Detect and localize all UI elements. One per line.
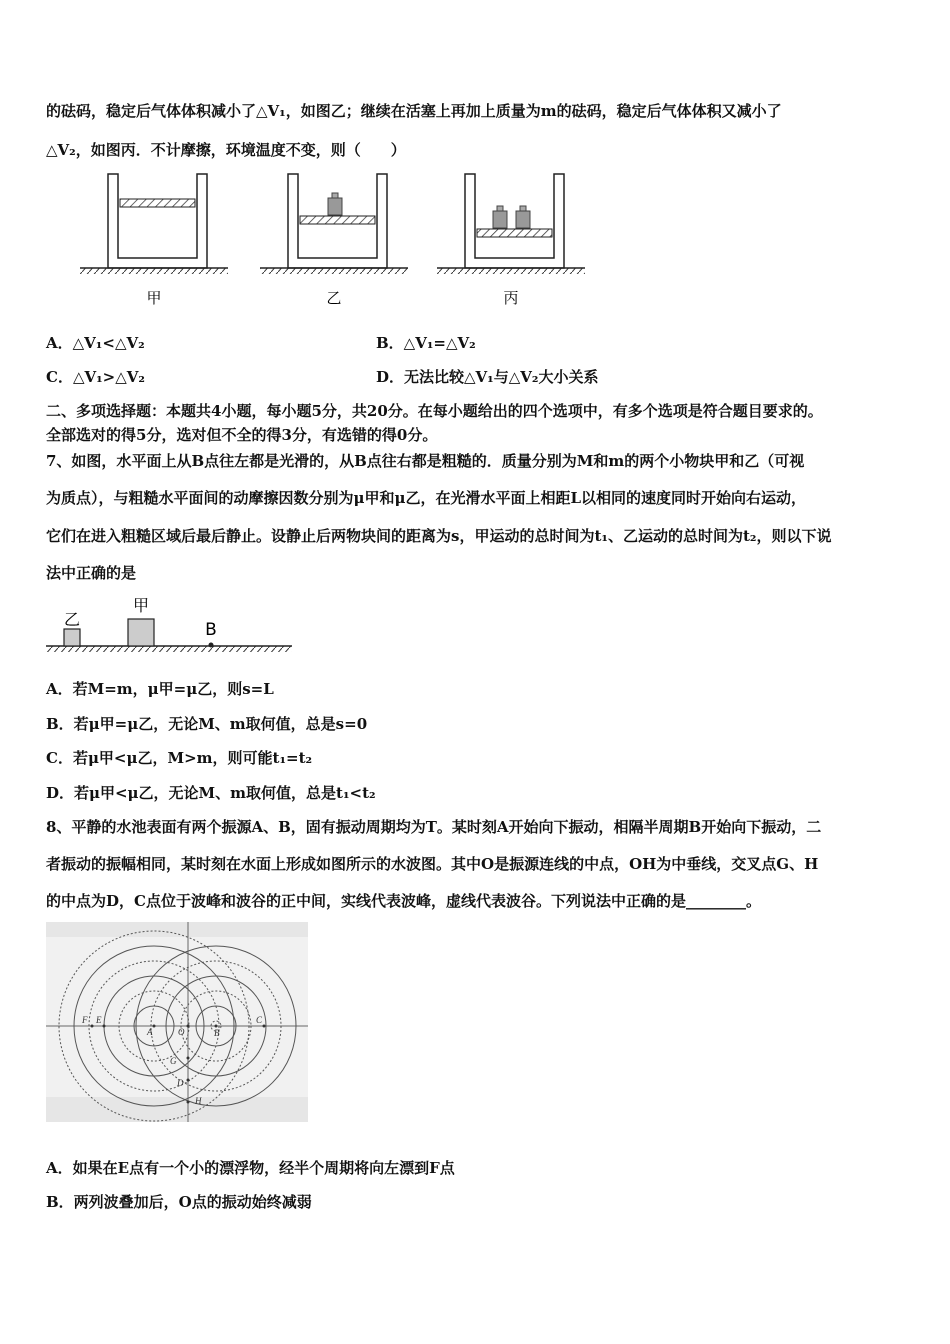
q7-option-b[interactable]: B．若μ甲=μ乙，无论M、m取何值，总是s=0 — [46, 715, 368, 733]
q7-option-c[interactable]: C．若μ甲<μ乙，M>m，则可能t₁=t₂ — [46, 749, 313, 767]
q8-text-line2: 者振动的振幅相同，某时刻在水面上形成如图所示的水波图。其中O是振源连线的中点，OH为中垂线，交叉点G、H — [46, 855, 819, 873]
wave-label-b: B — [214, 1028, 220, 1038]
label-yi: 乙 — [326, 289, 342, 307]
wave-label-g: G — [170, 1056, 177, 1066]
q7-text-line2: 为质点），与粗糙水平面间的动摩擦因数分别为μ甲和μ乙，在光滑水平面上相距L以相同的速度同时开始向右运动， — [46, 489, 807, 507]
q6-text-line2: △V₂，如图丙．不计摩擦，环境温度不变，则（ ） — [46, 141, 406, 159]
wave-label-e: E — [96, 1015, 102, 1025]
section2-heading-line2: 全部选对的得5分，选对但不全的得3分，有选错的得0分。 — [46, 426, 438, 444]
q7-text-line1: 7、如图，水平面上从B点往左都是光滑的，从B点往右都是粗糙的．质量分别为M和m的两个小物块甲和乙（可视 — [46, 452, 805, 470]
q6-text-line1: 的砝码，稳定后气体体积减小了△V₁，如图乙；继续在活塞上再加上质量为m的砝码，稳定后气体体积又减小了 — [46, 102, 782, 120]
wave-label-o: O — [178, 1027, 185, 1037]
q7-text-line3: 它们在进入粗糙区域后最后静止。设静止后两物块间的距离为s，甲运动的总时间为t₁、乙运动的总时间为t₂，则以下说 — [46, 527, 832, 545]
q6-option-a[interactable]: A．△V₁<△V₂ — [46, 334, 145, 352]
wave-label-c: C — [256, 1015, 263, 1025]
q7-option-d[interactable]: D．若μ甲<μ乙，无论M、m取何值，总是t₁<t₂ — [46, 784, 376, 802]
label-bing: 丙 — [503, 289, 519, 307]
section2-heading-line1: 二、多项选择题：本题共4小题，每小题5分，共20分。在每小题给出的四个选项中，有多个选项是符合题目要求的。 — [46, 402, 823, 420]
label-b: B — [205, 620, 217, 640]
wave-label-f: F — [82, 1015, 88, 1025]
q6-option-d[interactable]: D．无法比较△V₁与△V₂大小关系 — [376, 368, 599, 386]
q7-text-line4: 法中正确的是 — [46, 564, 137, 582]
label-jia-block: 甲 — [132, 596, 150, 615]
q7-option-a[interactable]: A．若M=m，μ甲=μ乙，则s=L — [46, 680, 274, 698]
q6-option-c[interactable]: C．△V₁>△V₂ — [46, 368, 145, 386]
q8-text-line3: 的中点为D，C点位于波峰和波谷的正中间，实线代表波峰，虚线代表波谷。下列说法中正确的是________。 — [46, 892, 761, 910]
point-b — [209, 643, 214, 648]
label-jia: 甲 — [146, 289, 162, 307]
q6-option-b[interactable]: B．△V₁=△V₂ — [376, 334, 476, 352]
q8-text-line1: 8、平静的水池表面有两个振源A、B，固有振动周期均为T。某时刻A开始向下振动，相隔半周期B开始向下振动，二 — [46, 818, 822, 836]
q6-figure — [75, 168, 595, 313]
block-yi — [64, 629, 80, 646]
wave-label-a: A — [147, 1027, 153, 1037]
block-jia — [128, 619, 154, 646]
wave-label-h: H — [195, 1096, 202, 1106]
q7-figure — [44, 592, 296, 656]
q8-option-b[interactable]: B．两列波叠加后，O点的振动始终减弱 — [46, 1193, 312, 1211]
container-yi — [260, 174, 408, 274]
label-yi-block: 乙 — [63, 610, 81, 629]
container-jia — [80, 174, 228, 274]
container-bing — [437, 174, 585, 274]
q8-option-a[interactable]: A．如果在E点有一个小的漂浮物，经半个周期将向左漂到F点 — [46, 1159, 455, 1177]
wave-label-d: D — [177, 1078, 184, 1088]
q8-wave-figure — [46, 922, 308, 1122]
